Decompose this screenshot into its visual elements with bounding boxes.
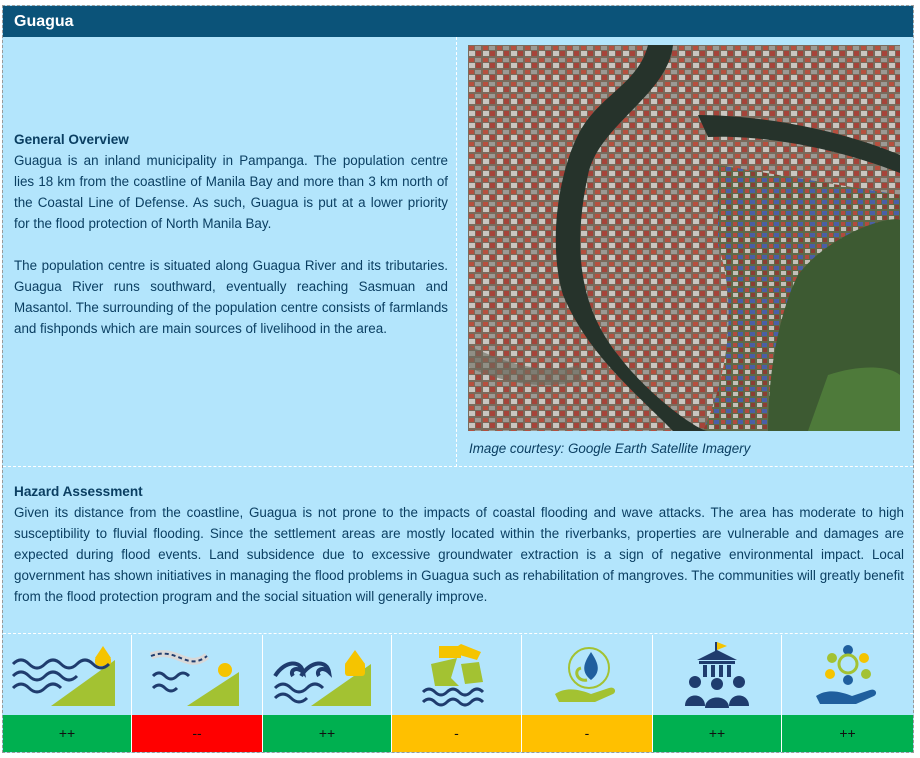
image-caption: Image courtesy: Google Earth Satellite Imagery <box>469 441 751 456</box>
governance-icon <box>653 635 782 715</box>
indicator-ratings-row <box>3 715 913 752</box>
rating-coastal-flooding: ++ <box>3 715 132 752</box>
image-panel <box>459 37 913 467</box>
hazard-assessment-section <box>3 469 913 634</box>
coastal-flooding-icon <box>3 635 132 715</box>
fluvial-flooding-icon <box>132 635 263 715</box>
rating-fluvial-flooding: -- <box>132 715 263 752</box>
social-icon <box>782 635 913 715</box>
rating-wave-attack: ++ <box>263 715 392 752</box>
page-title: Guagua <box>3 6 913 37</box>
overview-heading: General Overview <box>14 132 129 147</box>
environment-icon <box>522 635 653 715</box>
rating-environment: - <box>522 715 653 752</box>
guagua-card <box>2 5 914 753</box>
rating-land-subsidence: - <box>392 715 522 752</box>
overview-paragraph-1: Guagua is an inland municipality in Pampanga. The population centre lies 18 km from the coastline of Manila Bay and more than 3 km north of the Coastal Line of Defense. As such, Guagua is put at a lower priority for the flood protection of North Manila Bay. <box>14 153 448 231</box>
general-overview-section <box>3 37 457 467</box>
hazard-paragraph: Given its distance from the coastline, Guagua is not prone to the impacts of coastal flooding and wave attacks. The area has moderate to high susceptibility to fluvial flooding. Since the settlement areas are mostly located within the riverbanks, properties are vulnerable and damages are expected during flood events. Land subsidence due to excessive groundwater extraction is a sign of negative environmental impact. Local government has shown initiatives in managing the flood problems in Guagua such as rehabilitation of mangroves. The communities will greatly benefit from the flood protection program and the social situation will generally improve. <box>14 505 904 604</box>
indicator-icons-row <box>3 635 913 715</box>
satellite-image <box>468 45 900 431</box>
land-subsidence-icon <box>392 635 522 715</box>
overview-paragraph-2: The population centre is situated along Guagua River and its tributaries. Guagua River runs southward, eventually reaching Sasmuan and Masantol. The surrounding of the population centre consists of farmlands and fishponds which are main sources of livelihood in the area. <box>14 258 448 336</box>
rating-social: ++ <box>782 715 913 752</box>
rating-governance: ++ <box>653 715 782 752</box>
hazard-heading: Hazard Assessment <box>14 484 143 499</box>
wave-attack-icon <box>263 635 392 715</box>
